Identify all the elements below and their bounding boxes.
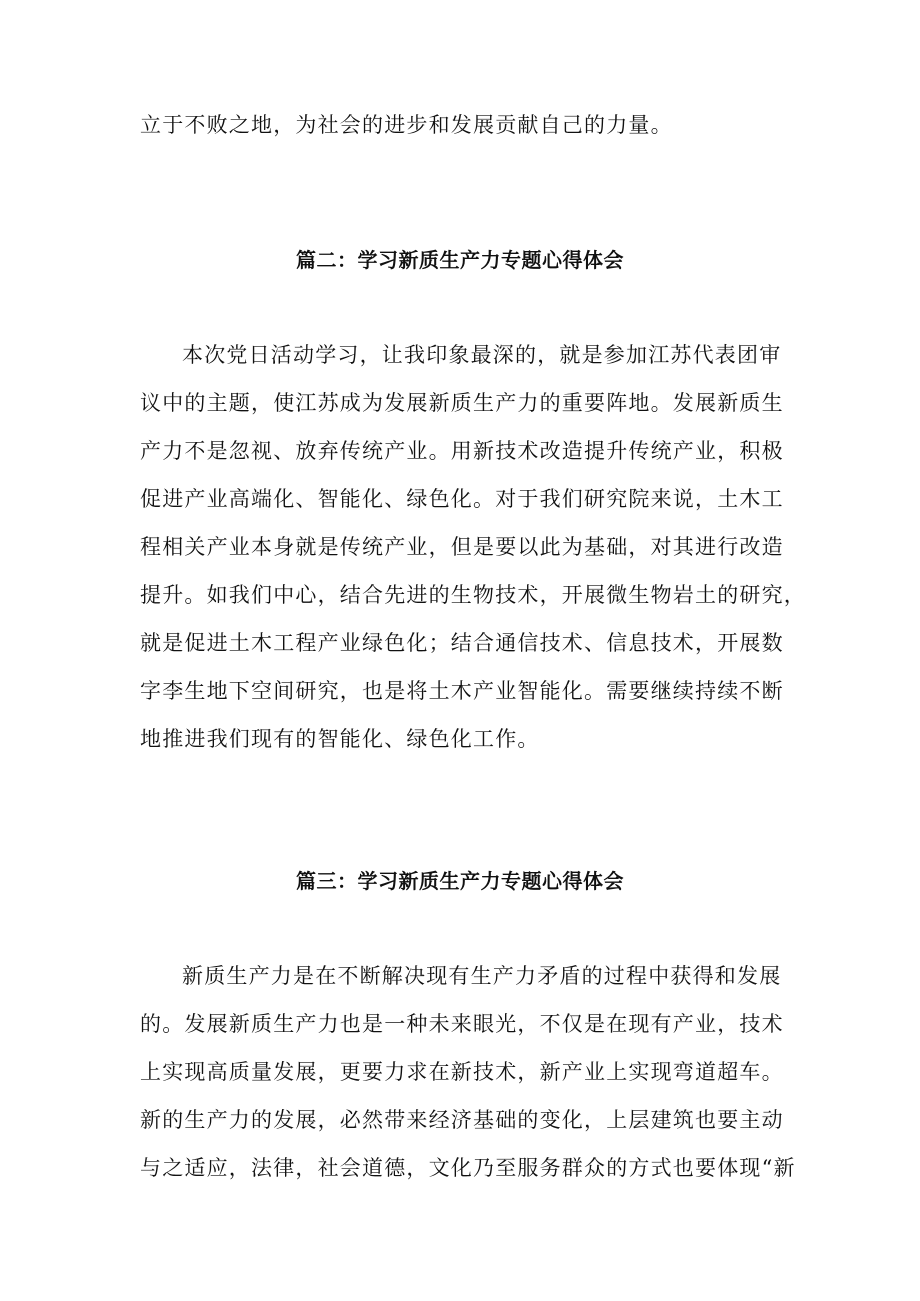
paragraph-line: 上实现高质量发展，更要力求在新技术，新产业上实现弯道超车。: [140, 1060, 784, 1084]
paragraph-line: 地推进我们现有的智能化、绿色化工作。: [140, 727, 540, 751]
paragraph-line: 的。发展新质生产力也是一种未来眼光，不仅是在现有产业，技术: [140, 1012, 784, 1036]
paragraph-line: 提升。如我们中心，结合先进的生物技术，开展微生物岩土的研究，: [140, 583, 806, 607]
paragraph-line: 产力不是忽视、放弃传统产业。用新技术改造提升传统产业，积极: [140, 439, 784, 463]
section-heading: 篇三：学习新质生产力专题心得体会: [296, 869, 624, 893]
paragraph-line: 议中的主题，使江苏成为发展新质生产力的重要阵地。发展新质生: [140, 391, 784, 415]
paragraph-line: 字李生地下空间研究，也是将土木产业智能化。需要继续持续不断: [140, 679, 784, 703]
paragraph-line: 本次党日活动学习，让我印象最深的，就是参加江苏代表团审: [182, 343, 782, 367]
paragraph-line: 新质生产力是在不断解决现有生产力矛盾的过程中获得和发展: [182, 964, 782, 988]
paragraph-line: 就是促进土木工程产业绿色化；结合通信技术、信息技术，开展数: [140, 631, 784, 655]
paragraph-line: 立于不败之地，为社会的进步和发展贡献自己的力量。: [140, 113, 673, 137]
paragraph-line: 程相关产业本身就是传统产业，但是要以此为基础，对其进行改造: [140, 535, 784, 559]
section-heading: 篇二：学习新质生产力专题心得体会: [296, 248, 624, 272]
paragraph-line: 新的生产力的发展，必然带来经济基础的变化，上层建筑也要主动: [140, 1108, 784, 1132]
paragraph-line: 与之适应，法律，社会道德，文化乃至服务群众的方式也要体现“新: [140, 1156, 796, 1180]
paragraph-line: 促进产业高端化、智能化、绿色化。对于我们研究院来说，土木工: [140, 487, 784, 511]
